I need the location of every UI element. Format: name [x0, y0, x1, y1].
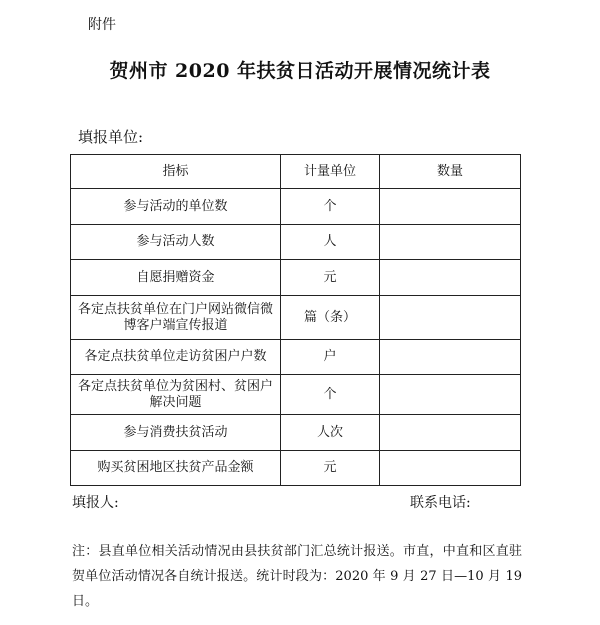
row-indicator: 参与活动人数: [71, 225, 281, 260]
row-indicator: 各定点扶贫单位在门户网站微信微博客户端宣传报道: [71, 296, 281, 340]
table-row: [71, 260, 521, 296]
row-quantity-cell[interactable]: [380, 415, 521, 451]
attachment-label: 附件: [88, 17, 116, 33]
row-unit: 元: [281, 260, 380, 296]
footnote: 注：县直单位相关活动情况由县扶贫部门汇总统计报送。市直，中直和区直驻贺单位活动情况各自统计报送。统计时段为：2020 年 9 月 27 日—10 月 19 日。: [72, 544, 522, 609]
row-quantity-cell[interactable]: [380, 225, 521, 260]
row-unit: 户: [281, 340, 380, 375]
row-indicator: 自愿捐赠资金: [71, 260, 281, 296]
row-indicator: 参与消费扶贫活动: [71, 415, 281, 451]
table-row: [71, 296, 521, 340]
table-row: [71, 451, 521, 486]
page-title: 贺州市 2020 年扶贫日活动开展情况统计表: [109, 60, 491, 82]
row-indicator: 购买贫困地区扶贫产品金额: [71, 451, 281, 486]
row-quantity-cell[interactable]: [380, 260, 521, 296]
table-row: [71, 189, 521, 225]
row-unit: 元: [281, 451, 380, 486]
row-indicator: 参与活动的单位数: [71, 189, 281, 225]
row-quantity-cell[interactable]: [380, 375, 521, 415]
table-row: [71, 415, 521, 451]
table-row: [71, 225, 521, 260]
table-row: [71, 375, 521, 415]
table-header-row: [71, 155, 521, 189]
row-indicator: 各定点扶贫单位为贫困村、贫困户解决问题: [71, 375, 281, 415]
statistics-table: [70, 154, 521, 486]
row-unit: 个: [281, 189, 380, 225]
row-unit: 人次: [281, 415, 380, 451]
column-header-unit: 计量单位: [281, 155, 380, 189]
row-quantity-cell[interactable]: [380, 340, 521, 375]
row-unit: 个: [281, 375, 380, 415]
column-header-quantity: 数量: [380, 155, 521, 189]
row-unit: 篇（条）: [281, 296, 380, 340]
row-quantity-cell[interactable]: [380, 296, 521, 340]
row-quantity-cell[interactable]: [380, 189, 521, 225]
filler-label: 填报人:: [72, 495, 119, 511]
table-row: [71, 340, 521, 375]
phone-label: 联系电话:: [410, 495, 471, 511]
row-unit: 人: [281, 225, 380, 260]
column-header-indicator: 指标: [71, 155, 281, 189]
row-indicator: 各定点扶贫单位走访贫困户户数: [71, 340, 281, 375]
reporting-unit-label: 填报单位:: [78, 128, 144, 146]
row-quantity-cell[interactable]: [380, 451, 521, 486]
